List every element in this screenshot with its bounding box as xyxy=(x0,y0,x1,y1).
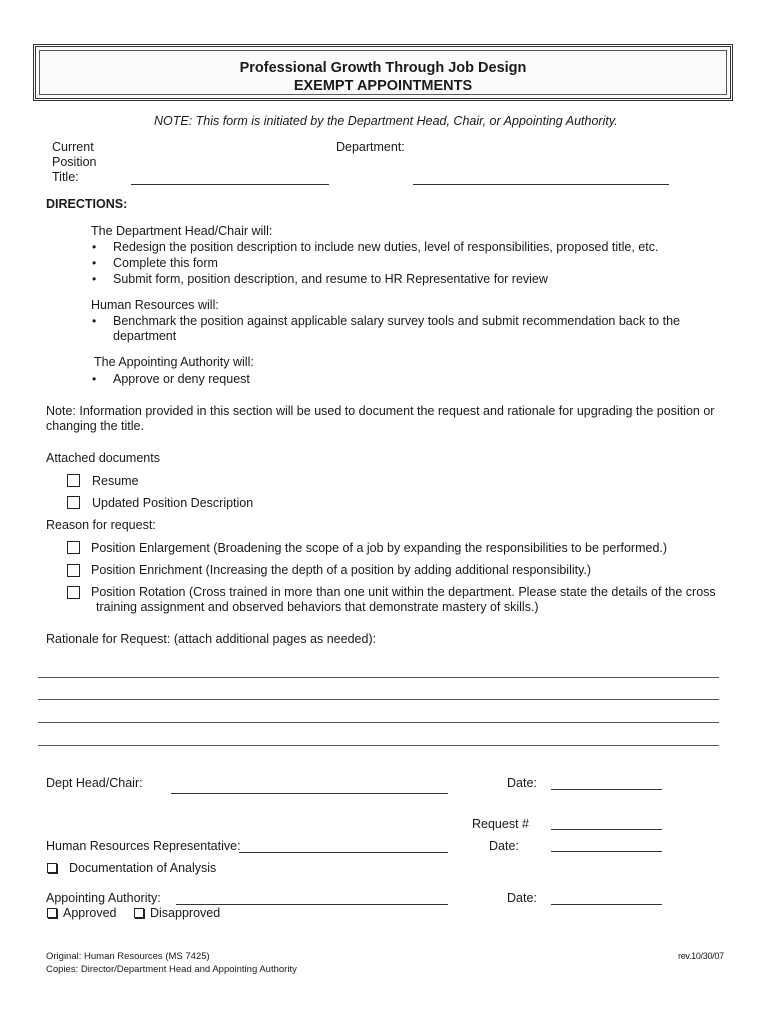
footer-revision: rev.10/30/07 xyxy=(678,951,724,961)
rationale-line[interactable] xyxy=(38,722,719,723)
bullet-icon: • xyxy=(92,240,97,254)
reason-label: Reason for request: xyxy=(46,518,156,532)
documentation-analysis-option[interactable] xyxy=(47,861,216,875)
department-label: Department: xyxy=(336,140,405,154)
current-label: Current xyxy=(52,140,94,154)
hr-rep-signature-field[interactable] xyxy=(239,852,448,853)
footer-copies: Copies: Director/Department Head and Appointing Authority xyxy=(46,964,297,975)
position-rotation-label-continued: training assignment and observed behaviors that demonstrate mastery of skills.) xyxy=(96,600,539,614)
hr-item: Benchmark the position against applicable salary survey tools and submit recommendation back to the xyxy=(113,314,680,328)
form-subtitle: EXEMPT APPOINTMENTS xyxy=(293,78,473,94)
form-title: Professional Growth Through Job Design xyxy=(239,60,527,76)
bullet-icon: • xyxy=(92,256,97,270)
dept-head-label: Dept Head/Chair: xyxy=(46,776,143,790)
hr-rep-date-label: Date: xyxy=(489,839,519,853)
hr-will-label: Human Resources will: xyxy=(91,298,219,312)
bullet-icon: • xyxy=(92,314,97,328)
updated-position-description-label: Updated Position Description xyxy=(92,496,254,510)
dept-head-date-field[interactable] xyxy=(551,789,662,790)
info-note-line2: changing the title. xyxy=(46,419,144,433)
position-title-field[interactable] xyxy=(131,184,329,185)
info-note-line1: Note: Information provided in this section will be used to document the request and rationale for upgrading the position or xyxy=(46,404,715,418)
approved-label: Approved xyxy=(63,906,117,920)
rationale-line[interactable] xyxy=(38,745,719,746)
appointing-authority-signature-field[interactable] xyxy=(176,904,448,905)
position-rotation-label: Position Rotation (Cross trained in more than one unit within the department. Please state the details of the cross xyxy=(91,585,716,599)
dept-head-item: Redesign the position description to include new duties, level of responsibilities, proposed title, etc. xyxy=(113,240,659,254)
position-enrichment-label: Position Enrichment (Increasing the depth of a position by adding additional responsibility.) xyxy=(91,563,592,577)
position-rotation-checkbox[interactable] xyxy=(67,586,80,599)
appointing-item: Approve or deny request xyxy=(113,372,250,386)
hr-rep-label: Human Resources Representative: xyxy=(46,839,241,853)
appointing-authority-label: Appointing Authority: xyxy=(46,891,161,905)
department-field[interactable] xyxy=(413,184,669,185)
position-enlargement-checkbox[interactable] xyxy=(67,541,80,554)
dept-head-will-label: The Department Head/Chair will: xyxy=(91,224,273,238)
disapproved-label: Disapproved xyxy=(150,906,221,920)
appointing-will-label: The Appointing Authority will: xyxy=(94,355,254,369)
hr-rep-date-field[interactable] xyxy=(551,851,662,852)
attached-documents-label: Attached documents xyxy=(46,451,160,465)
resume-checkbox[interactable] xyxy=(67,474,80,487)
dept-head-item: Complete this form xyxy=(113,256,218,270)
checkbox-icon[interactable] xyxy=(47,908,57,918)
form-note: NOTE: This form is initiated by the Department Head, Chair, or Appointing Authority. xyxy=(154,114,618,128)
dept-head-date-label: Date: xyxy=(507,776,537,790)
position-enrichment-checkbox[interactable] xyxy=(67,564,80,577)
bullet-icon: • xyxy=(92,272,97,286)
rationale-line[interactable] xyxy=(38,699,719,700)
rationale-label: Rationale for Request: (attach additional pages as needed): xyxy=(46,632,377,646)
disapproved-option[interactable] xyxy=(134,906,220,920)
request-number-label: Request # xyxy=(472,817,529,831)
dept-head-item: Submit form, position description, and resume to HR Representative for review xyxy=(113,272,548,286)
bullet-icon: • xyxy=(92,372,97,386)
title-label: Title: xyxy=(52,170,79,184)
appointing-date-label: Date: xyxy=(507,891,537,905)
checkbox-icon[interactable] xyxy=(47,863,57,873)
dept-head-signature-field[interactable] xyxy=(171,793,448,794)
directions-heading: DIRECTIONS: xyxy=(46,197,128,211)
form-header xyxy=(33,44,733,101)
documentation-analysis-label: Documentation of Analysis xyxy=(69,861,217,875)
footer-original: Original: Human Resources (MS 7425) xyxy=(46,951,210,962)
hr-item-continued: department xyxy=(113,329,177,343)
updated-position-description-checkbox[interactable] xyxy=(67,496,80,509)
checkbox-icon[interactable] xyxy=(134,908,144,918)
appointing-date-field[interactable] xyxy=(551,904,662,905)
rationale-line[interactable] xyxy=(38,677,719,678)
position-enlargement-label: Position Enlargement (Broadening the scope of a job by expanding the responsibilities to be performed.) xyxy=(91,541,668,555)
resume-label: Resume xyxy=(92,474,139,488)
approved-option[interactable] xyxy=(47,906,117,920)
request-number-field[interactable] xyxy=(551,829,662,830)
position-label: Position xyxy=(52,155,97,169)
